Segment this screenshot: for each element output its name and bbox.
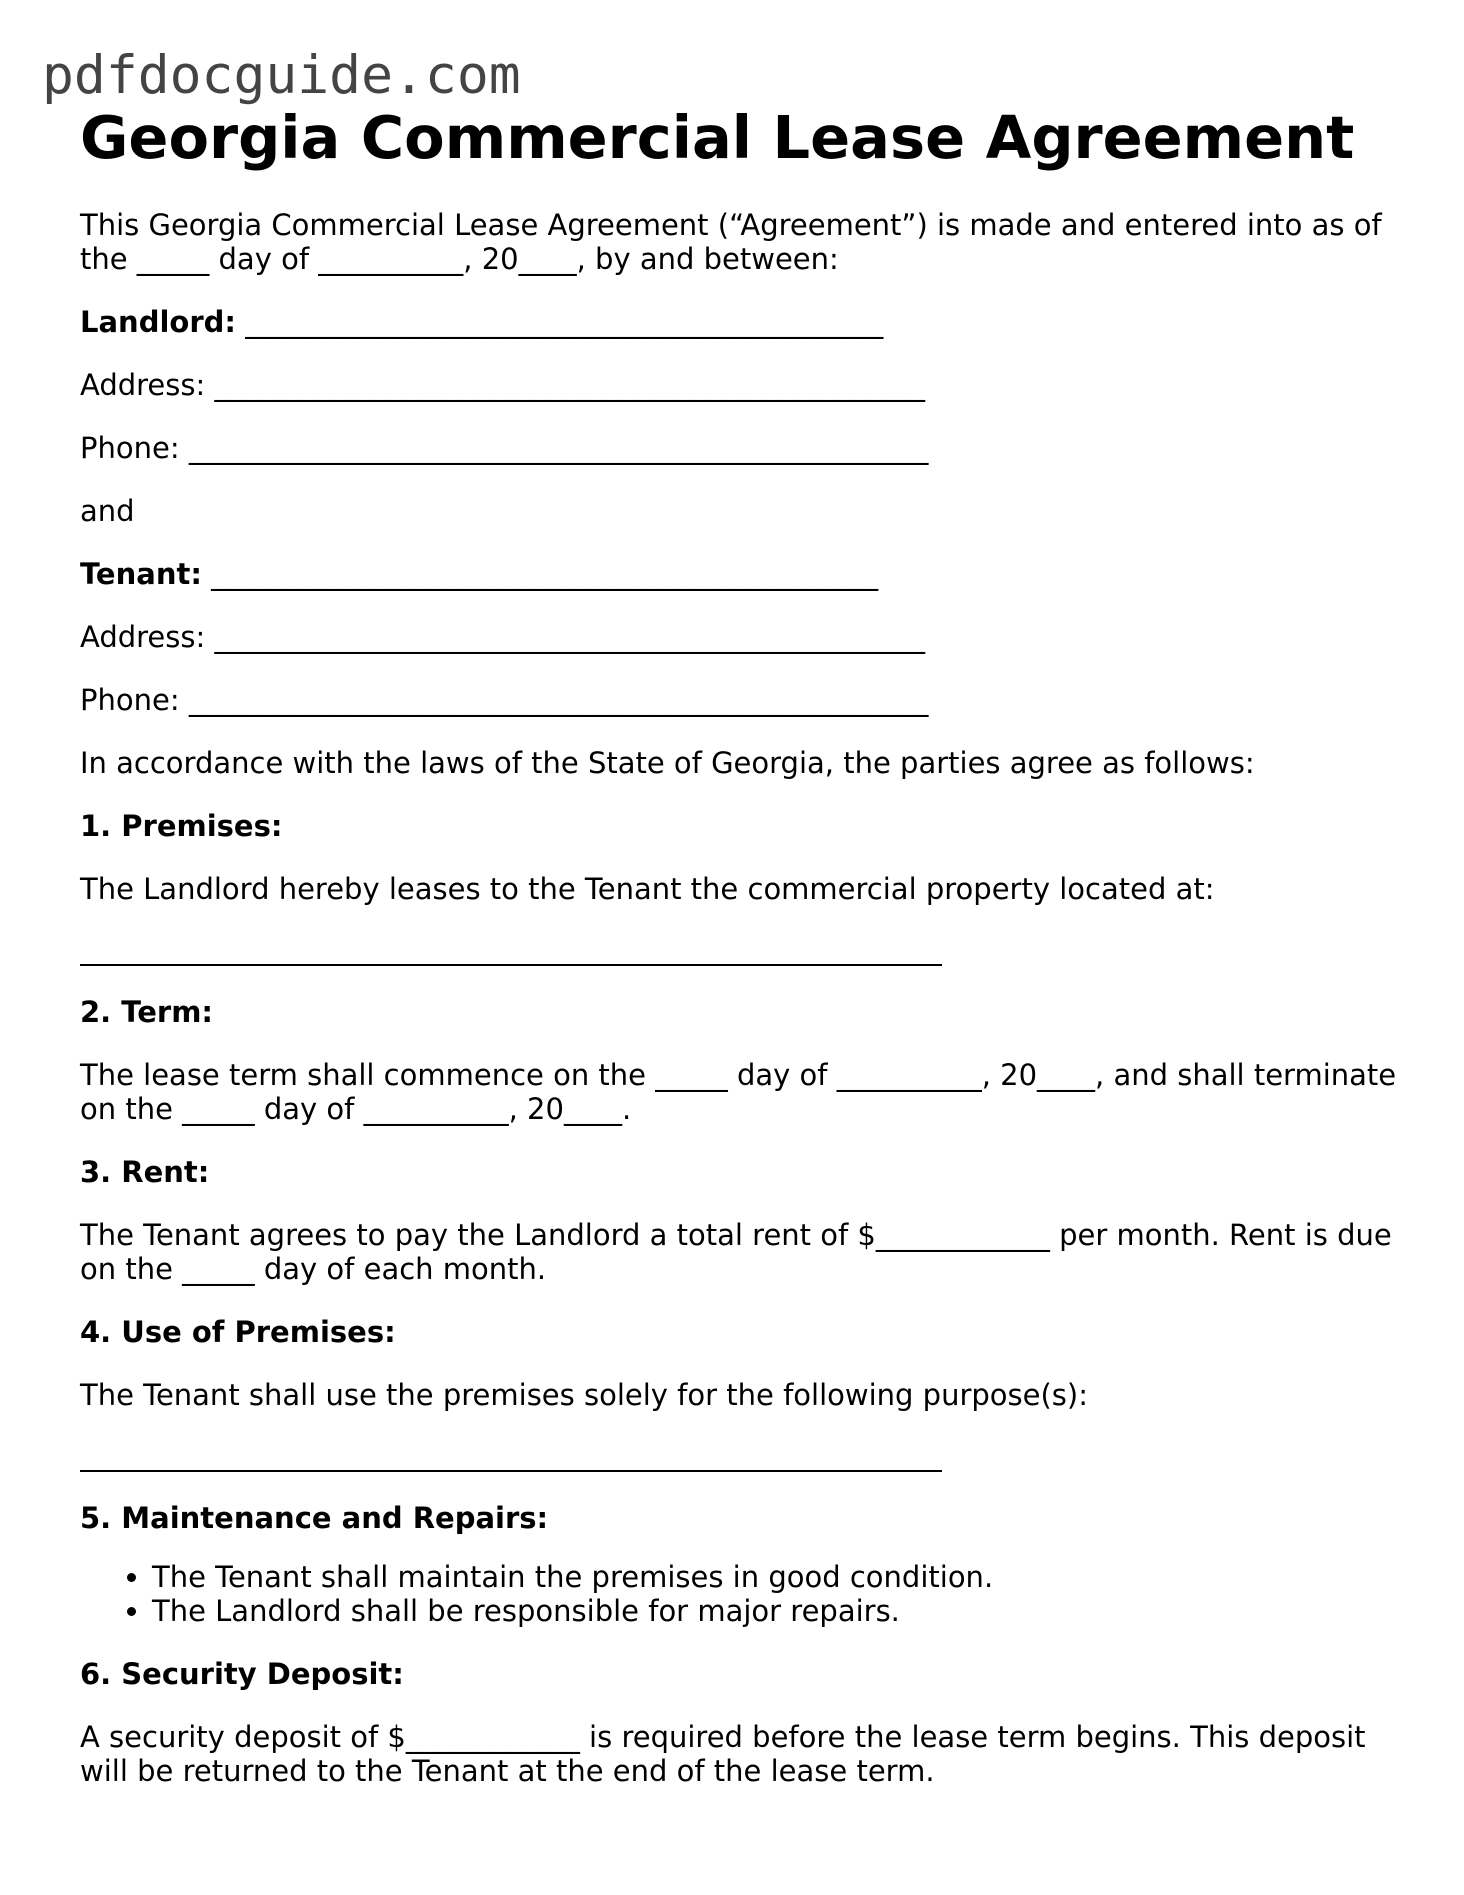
- section-rent-text: [80, 1218, 1410, 1286]
- intro-paragraph: [80, 208, 1410, 276]
- tenant-address-field: Address: _________________________________________________: [80, 620, 925, 654]
- landlord-address-field: Address: _________________________________________________: [80, 368, 925, 402]
- section-maintenance-heading: 5. Maintenance and Repairs:: [80, 1501, 549, 1535]
- landlord-phone-field: Phone: ___________________________________________________: [80, 431, 929, 465]
- accordance-text: In accordance with the laws of the State of Georgia, the parties agree as follows:: [80, 746, 1255, 780]
- section-term-heading: 2. Term:: [80, 995, 214, 1029]
- deposit-line-1: A security deposit of $____________ is required before the lease term begins. This deposit: [80, 1720, 1366, 1754]
- tenant-phone-field: Phone: ___________________________________________________: [80, 683, 929, 717]
- section-deposit-text: [80, 1720, 1410, 1788]
- watermark: pdfdocguide.com: [42, 45, 521, 106]
- rent-line-2: on the _____ day of each month.: [80, 1252, 547, 1286]
- maintenance-list: [80, 1560, 1410, 1628]
- section-term-text: [80, 1058, 1410, 1126]
- section-premises-heading: 1. Premises:: [80, 809, 283, 843]
- section-premises-text: The Landlord hereby leases to the Tenant the commercial property located at:: [80, 872, 1215, 906]
- document-title: Georgia Commercial Lease Agreement: [80, 103, 1355, 172]
- list-item: • The Landlord shall be responsible for major repairs.: [152, 1594, 1410, 1628]
- intro-line-2: the _____ day of __________, 20____, by and between:: [80, 242, 839, 276]
- term-line-2: on the _____ day of __________, 20____.: [80, 1092, 632, 1126]
- term-line-1: The lease term shall commence on the _____ day of __________, 20____, and shall terminate: [80, 1058, 1397, 1092]
- section-use-heading: 4. Use of Premises:: [80, 1315, 396, 1349]
- tenant-blank: ______________________________________________: [201, 557, 879, 591]
- section-rent-heading: 3. Rent:: [80, 1155, 210, 1189]
- intro-line-1: This Georgia Commercial Lease Agreement (“Agreement”) is made and entered into as of: [80, 208, 1382, 242]
- document-page: [80, 100, 1410, 1788]
- premises-address-blank: [80, 944, 942, 966]
- tenant-label: Tenant:: [80, 557, 202, 591]
- landlord-field: [80, 305, 1410, 339]
- tenant-field: [80, 557, 1410, 591]
- landlord-blank: ____________________________________________: [235, 305, 884, 339]
- rent-line-1: The Tenant agrees to pay the Landlord a total rent of $____________ per month. Rent is due: [80, 1218, 1392, 1252]
- and-text: and: [80, 494, 135, 528]
- section-deposit-heading: 6. Security Deposit:: [80, 1657, 404, 1691]
- landlord-label: Landlord:: [80, 305, 236, 339]
- section-use-text: The Tenant shall use the premises solely for the following purpose(s):: [80, 1378, 1088, 1412]
- list-item: • The Tenant shall maintain the premises in good condition.: [152, 1560, 1410, 1594]
- use-purpose-blank: [80, 1450, 942, 1472]
- deposit-line-2: will be returned to the Tenant at the end of the lease term.: [80, 1754, 935, 1788]
